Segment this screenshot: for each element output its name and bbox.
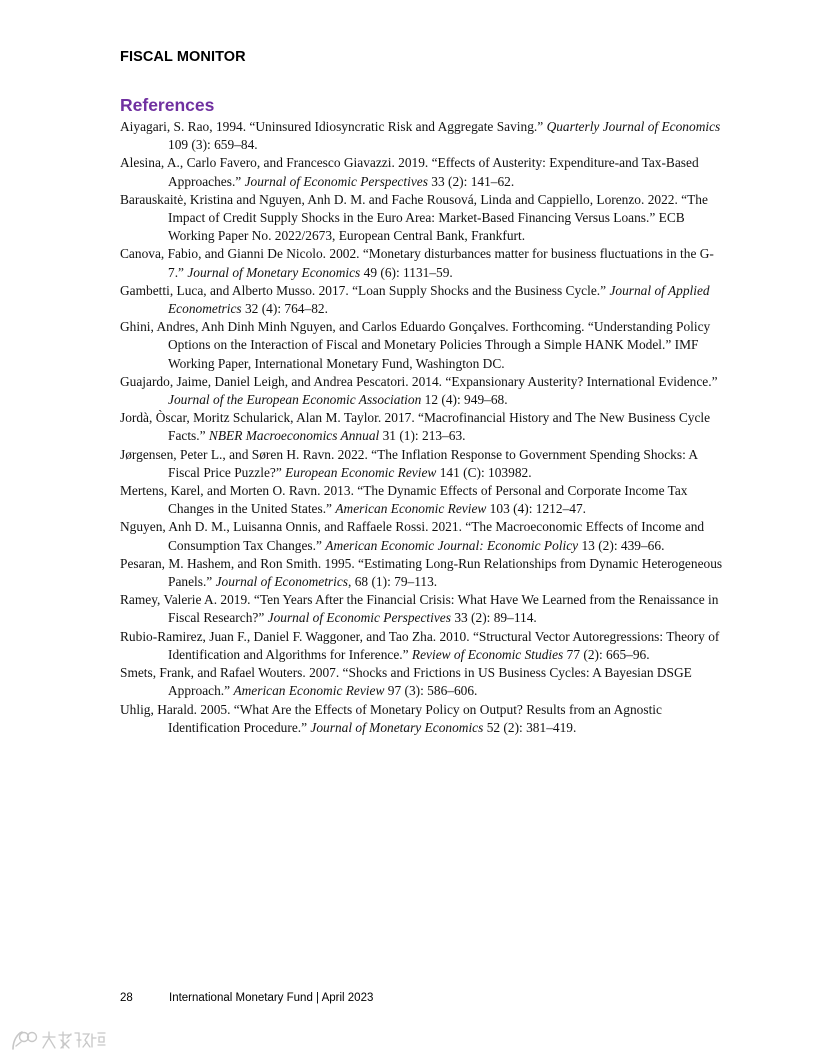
reference-journal: Quarterly Journal of Economics: [546, 119, 721, 134]
reference-journal: Journal of Economic Perspectives: [267, 610, 451, 626]
reference-journal: Journal of Monetary Economics: [310, 719, 484, 735]
reference-item: [120, 118, 726, 154]
reference-item: [120, 446, 726, 482]
reference-journal: NBER Macroeconomics Annual: [208, 428, 380, 444]
reference-text: Gambetti, Luca, and Alberto Musso. 2017. “Loan Supply Shocks and the Business Cycle.”: [120, 282, 610, 298]
reference-citation: 141 (C): 103982.: [436, 464, 532, 480]
reference-text: Pesaran, M. Hashem, and Ron Smith. 1995. “Estimating Long-Run Relationships from Dynamic Heterogeneous Panels.”: [120, 555, 723, 590]
running-header-title: FISCAL MONITOR: [120, 49, 246, 65]
reference-text: Ramey, Valerie A. 2019. “Ten Years After the Financial Crisis: What Have We Learned from the Renaissance in Fiscal Research?”: [120, 592, 719, 626]
reference-journal: Review of Economic Studies: [411, 646, 564, 662]
reference-text: Rubio-Ramirez, Juan F., Daniel F. Waggoner, and Tao Zha. 2010. “Structural Vector Autoregressions: Theory of Identification and Algorithms for Inference.”: [120, 628, 720, 662]
reference-text: Mertens, Karel, and Morten O. Ravn. 2013. “The Dynamic Effects of Personal and Corporate Income Tax Changes in the United States.”: [120, 483, 688, 517]
reference-item: [120, 409, 726, 445]
reference-journal: European Economic Review: [285, 464, 437, 480]
reference-journal: Journal of Applied Econometrics: [168, 282, 710, 317]
reference-item: [120, 154, 726, 190]
references-list: [120, 118, 726, 737]
reference-item: [120, 482, 726, 518]
reference-text: Canova, Fabio, and Gianni De Nicolo. 2002. “Monetary disturbances matter for business fluctuations in the G-7.”: [120, 246, 714, 280]
references-heading: References: [120, 95, 215, 115]
reference-item: [120, 518, 726, 554]
reference-citation: 32 (4): 764–82.: [241, 301, 328, 317]
reference-text: Guajardo, Jaime, Daniel Leigh, and Andrea Pescatori. 2014. “Expansionary Austerity? International Evidence.”: [120, 373, 718, 389]
reference-item: [120, 373, 726, 409]
reference-citation: 13 (2): 439–66.: [578, 537, 665, 553]
reference-journal: Journal of Econometrics: [215, 574, 349, 590]
reference-text: Aiyagari, S. Rao, 1994. “Uninsured Idiosyncratic Risk and Aggregate Saving.”: [120, 119, 547, 134]
reference-journal: Journal of the European Economic Association: [168, 392, 422, 408]
reference-journal: Journal of Economic Perspectives: [244, 173, 428, 189]
reference-item: [120, 245, 726, 281]
reference-item: [120, 318, 726, 373]
watermark-logo-icon: [10, 1028, 38, 1052]
reference-citation: 49 (6): 1131–59.: [360, 264, 453, 280]
reference-citation: 97 (3): 586–606.: [384, 683, 478, 699]
watermark: [10, 1028, 107, 1052]
reference-citation: 31 (1): 213–63.: [379, 428, 466, 444]
reference-text: Ghini, Andres, Anh Dinh Minh Nguyen, and Carlos Eduardo Gonçalves. Forthcoming. “Understanding Policy Options on the Interaction of Fiscal and Monetary Policies Through a Simple HANK Model.” IMF Working Paper, International Monetary Fund, Washington DC.: [120, 319, 711, 371]
reference-citation: 12 (4): 949–68.: [421, 392, 508, 408]
reference-journal: American Economic Review: [233, 683, 385, 699]
reference-text: Nguyen, Anh D. M., Luisanna Onnis, and Raffaele Rossi. 2021. “The Macroeconomic Effects of Income and Consumption Tax Changes.”: [120, 519, 705, 553]
reference-text: Jørgensen, Peter L., and Søren H. Ravn. 2022. “The Inflation Response to Government Spending Shocks: A Fiscal Price Puzzle?”: [120, 446, 698, 480]
page-footer: [120, 992, 373, 1004]
reference-citation: 77 (2): 665–96.: [563, 646, 650, 662]
reference-item: [120, 591, 726, 627]
reference-text: Smets, Frank, and Rafael Wouters. 2007. “Shocks and Frictions in US Business Cycles: A Bayesian DSGE Approach.”: [120, 665, 692, 699]
reference-citation: 52 (2): 381–419.: [483, 719, 577, 735]
reference-journal: American Economic Journal: Economic Policy: [325, 537, 579, 553]
reference-item: [120, 282, 726, 318]
footer-publication: International Monetary Fund | April 2023: [169, 992, 374, 1004]
reference-item: [120, 664, 726, 700]
reference-citation: , 68 (1): 79–113.: [348, 574, 438, 590]
reference-item: [120, 555, 726, 591]
reference-journal: American Economic Review: [335, 501, 487, 517]
reference-citation: 33 (2): 141–62.: [427, 173, 515, 189]
reference-text: Barauskaitė, Kristina and Nguyen, Anh D. M. and Fache Rousová, Linda and Cappiello, Lorenzo. 2022. “The Impact of Credit Supply Shocks in the Euro Area: Market-Based Financing Versus Loans.” ECB Working Paper No. 2022/2673, European Central Bank, Frankfurt.: [120, 191, 708, 244]
reference-text: Alesina, A., Carlo Favero, and Francesco Giavazzi. 2019. “Effects of Austerity: Expenditure-and Tax-Based Approaches.”: [120, 155, 699, 189]
reference-item: [120, 628, 726, 664]
reference-item: [120, 191, 726, 246]
reference-citation: 33 (2): 89–114.: [450, 610, 537, 626]
page-number: 28: [120, 992, 133, 1004]
watermark-logo-text: [41, 1030, 107, 1050]
reference-text: Jordà, Òscar, Moritz Schularick, Alan M. Taylor. 2017. “Macrofinancial History and The New Business Cycle Facts.”: [120, 410, 711, 444]
reference-item: [120, 701, 726, 737]
reference-journal: Journal of Monetary Economics: [187, 264, 361, 280]
reference-citation: 103 (4): 1212–47.: [486, 501, 587, 517]
reference-citation: 109 (3): 659–84.: [168, 137, 258, 153]
reference-text: Uhlig, Harald. 2005. “What Are the Effects of Monetary Policy on Output? Results from an Agnostic Identification Procedure.”: [120, 701, 662, 735]
